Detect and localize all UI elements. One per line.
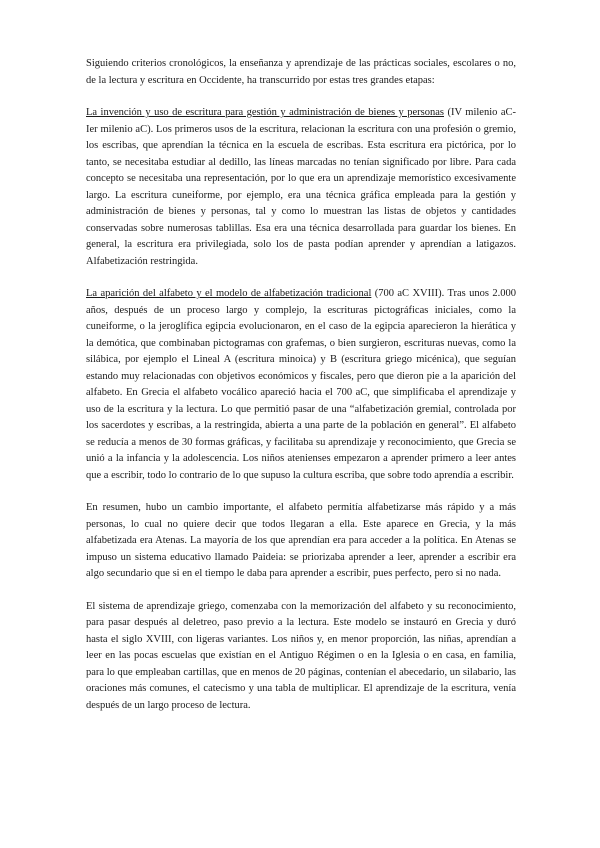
paragraph-summary-text: En resumen, hubo un cambio importante, el alfabeto permitía alfabetizarse más rápido y a más personas, lo cual no quiere decir que todos llegaran a ella. Este aparece en Grecia, y la más alfabetizada era Atenas. La mayoría de los que aprendían era para acceder a la política. En Atenas se impuso un sistema educativo llamado Paideia: se priorizaba aprender a leer, aprender a escribir era algo secundario que si en el tiempo le daba para aprender a escribir, pues perfecto, pero si no nada. (86, 502, 516, 579)
section-heading-writing-invention: La invención y uso de escritura para gestión y administración de bienes y personas (86, 107, 444, 118)
paragraph-summary (86, 500, 516, 583)
paragraph-intro-text: Siguiendo criterios cronológicos, la enseñanza y aprendizaje de las prácticas sociales, escolares o no, de la lectura y escritura en Occidente, ha transcurrido por estas tres grandes etapas: (86, 58, 516, 86)
paragraph-alphabet (86, 286, 516, 484)
section-heading-alphabet: La aparición del alfabeto y el modelo de alfabetización tradicional (86, 288, 372, 299)
paragraph-greek-system-text: El sistema de aprendizaje griego, comenzaba con la memorización del alfabeto y su reconocimiento, para pasar después al deletreo, paso previo a la lectura. Este modelo se instauró en Grecia y duró hasta el siglo XVIII, con ligeras variantes. Los niños y, en menor proporción, las niñas, aprendían a leer en las pocas escuelas que existían en el Antiguo Régimen o en la Iglesia o en casa, en familia, para lo que empleaban cartillas, que en menos de 20 páginas, contenían el abecedario, un silabario, las oraciones más comunes, el catecismo y una tabla de multiplicar. El aprendizaje de la escritura, venía después de un largo proceso de lectura. (86, 600, 516, 711)
paragraph-writing-invention-text: (IV milenio aC- Ier milenio aC). Los primeros usos de la escritura, relacionan la escritura con una profesión o gremio, los escribas, que aprendían la técnica en la escuela de escribas. Esta escritura era pictórica, por lo tanto, se necesitaba estudiar al dedillo, las líneas marcadas no tenían significado por libre. Para cada concepto se necesitaba una representación, por lo que era un aprendizaje memorístico excesivamente largo. La escritura cuneiforme, por ejemplo, era una técnica gráfica empleada para la gestión y administración de bienes y personas, tal y como lo muestran las listas de objetos y cantidades conservadas sobre numerosas tablillas. Esa era una técnica desarrollada para guardar los bienes. En general, la escritura era privilegiada, solo los de pasta podían aprender y aprendían a latigazos. Alfabetización restringida. (86, 107, 516, 267)
document-body (86, 56, 516, 730)
paragraph-greek-system (86, 599, 516, 715)
paragraph-intro (86, 56, 516, 89)
paragraph-alphabet-text: (700 aC XVIII). Tras unos 2.000 años, después de un proceso largo y complejo, la escrituras pictográficas iniciales, como la cuneiforme, o la jeroglífica egipcia evolucionaron, en el caso de la egipcia aparecieron la hierática y la demótica, que combinaban pictogramas con grafemas, o bien surgieron, escrituras nuevas, como la silábica, por ejemplo el Lineal A (escritura minoica) y B (escritura griego micénica), que seguían estando muy relacionadas con objetivos económicos y fiscales, pero que dieron pie a la aparición del alfabeto. En Grecia el alfabeto vocálico apareció hacia el 700 aC, que simplificaba el aprendizaje y uso de la escritura y la lectura. Lo que permitió pasar de una “alfabetización gremial, controlada por los sacerdotes y escribas, a la restringida, abierta a una parte de la población en general”. El alfabeto se reducía a menos de 30 formas gráficas, y facilitaba su aprendizaje y reconocimiento, que Grecia se unió a la infancia y la adolescencia. Los niños atenienses empezaron a aprender primero a leer antes que a escribir, todo lo contrario de lo que supuso la cultura escriba, que sobre todo aprendía a escribir. (86, 288, 516, 481)
paragraph-writing-invention (86, 105, 516, 270)
